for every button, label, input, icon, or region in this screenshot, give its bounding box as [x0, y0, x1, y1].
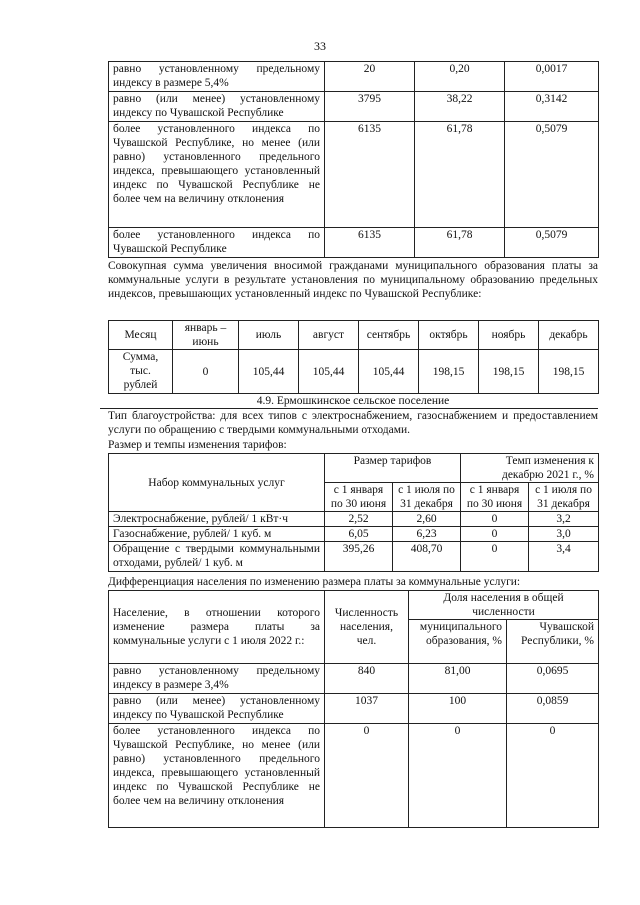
- cell-count: 20: [325, 62, 415, 92]
- population-table: [108, 590, 599, 828]
- month-header: Месяц: [109, 321, 173, 350]
- cell-count: 3795: [325, 92, 415, 122]
- row-label: более установленного индекса по Чувашской Республике, но менее (или равно) установленного предельного индекса, превышающего установленный индекс по Чувашской Республике не более чем на величину отклонения: [109, 122, 325, 228]
- page-number: 33: [314, 39, 326, 53]
- rate-jan: 0: [461, 542, 529, 572]
- months-row: [109, 321, 599, 350]
- cell-rep-share: 0,0017: [505, 62, 599, 92]
- header-rate-jan: с 1 января по 30 июня: [461, 483, 529, 512]
- tariff-jul: 408,70: [393, 542, 461, 572]
- cell-count: 840: [325, 664, 409, 694]
- row-label: более установленного индекса по Чувашской Республике, но менее (или равно) установленного предельного индекса, превышающего установленный индекс по Чувашской Республике не более чем на величину отклонения: [109, 724, 325, 828]
- header-share: Доля населения в общей численности: [409, 591, 599, 620]
- table-row: [109, 724, 599, 828]
- table-row: [109, 664, 599, 694]
- monthly-sum-table: [108, 320, 599, 394]
- rate-jan: 0: [461, 527, 529, 542]
- month-nov: ноябрь: [479, 321, 539, 350]
- rate-jul: 3,4: [529, 542, 599, 572]
- paragraph-amenities-type: Тип благоустройства: для всех типов с электроснабжением, газоснабжением и предоставлением услуги по обращению с твердыми коммунальными отходами.: [108, 410, 598, 436]
- header-change-rate: Темп изменения к декабрю 2021 г., %: [461, 454, 599, 483]
- header-row: [109, 454, 599, 483]
- header-size-jan: с 1 января по 30 июня: [325, 483, 393, 512]
- month-sep: сентябрь: [359, 321, 419, 350]
- header-row: [109, 591, 599, 620]
- row-label: равно установленному предельному индексу в размере 3,4%: [109, 664, 325, 694]
- cell-muni-share: 81,00: [409, 664, 507, 694]
- tariff-jul: 2,60: [393, 512, 461, 527]
- header-size-jul: с 1 июля по 31 декабря: [393, 483, 461, 512]
- header-services: Набор коммунальных услуг: [109, 454, 325, 512]
- sum-jan-jun: 0: [173, 350, 239, 394]
- row-label: равно (или менее) установленному индексу по Чувашской Республике: [109, 694, 325, 724]
- tariff-jan: 395,26: [325, 542, 393, 572]
- paragraph-differentiation: Дифференциация населения по изменению размера платы за коммунальные услуги:: [108, 576, 521, 588]
- population-table-prev: [108, 61, 599, 258]
- month-oct: октябрь: [419, 321, 479, 350]
- month-jan-jun: январь – июнь: [173, 321, 239, 350]
- tariffs-table: [108, 453, 599, 572]
- cell-muni-share: 100: [409, 694, 507, 724]
- rate-jan: 0: [461, 512, 529, 527]
- table-row: [109, 62, 599, 92]
- cell-muni-share: 0,20: [415, 62, 505, 92]
- paragraph-tariffs-intro: Размер и темпы изменения тарифов:: [108, 439, 287, 451]
- section-title: 4.9. Ермошкинское сельское поселение: [256, 395, 450, 407]
- cell-muni-share: 0: [409, 724, 507, 828]
- cell-count: 6135: [325, 228, 415, 258]
- header-tariff-size: Размер тарифов: [325, 454, 461, 483]
- table-row: [109, 122, 599, 228]
- service-name: Обращение с твердыми коммунальными отходами, рублей/ 1 куб. м: [109, 542, 325, 572]
- cell-muni-share: 61,78: [415, 122, 505, 228]
- month-dec: декабрь: [539, 321, 599, 350]
- cell-count: 6135: [325, 122, 415, 228]
- sum-sep: 105,44: [359, 350, 419, 394]
- sum-oct: 198,15: [419, 350, 479, 394]
- sum-dec: 198,15: [539, 350, 599, 394]
- month-aug: август: [299, 321, 359, 350]
- header-population: Население, в отношении которого изменение размера платы за коммунальные услуги с 1 июля 2022 г.:: [109, 591, 325, 664]
- cell-count: 1037: [325, 694, 409, 724]
- tariff-jul: 6,23: [393, 527, 461, 542]
- row-label: более установленного индекса по Чувашской Республике: [109, 228, 325, 258]
- cell-rep-share: 0,3142: [505, 92, 599, 122]
- cell-count: 0: [325, 724, 409, 828]
- cell-rep-share: 0,5079: [505, 122, 599, 228]
- cell-rep-share: 0,5079: [505, 228, 599, 258]
- cell-rep-share: 0,0859: [507, 694, 599, 724]
- cell-muni-share: 38,22: [415, 92, 505, 122]
- paragraph-total-increase: Совокупная сумма увеличения вносимой гражданами муниципального образования платы за коммунальные услуги в результате установления по муниципальному образованию предельных индексов, превышающих установленный индекс по Чувашской Республике:: [108, 260, 598, 300]
- header-count: Численность населения, чел.: [325, 591, 409, 664]
- cell-rep-share: 0,0695: [507, 664, 599, 694]
- month-jul: июль: [239, 321, 299, 350]
- header-muni-share: муниципального образования, %: [409, 620, 507, 664]
- sum-header: Сумма, тыс. рублей: [109, 350, 173, 394]
- row-label: равно установленному предельному индексу в размере 5,4%: [109, 62, 325, 92]
- sums-row: [109, 350, 599, 394]
- sum-nov: 198,15: [479, 350, 539, 394]
- table-row: [109, 92, 599, 122]
- cell-rep-share: 0: [507, 724, 599, 828]
- service-name: Газоснабжение, рублей/ 1 куб. м: [109, 527, 325, 542]
- sum-jul: 105,44: [239, 350, 299, 394]
- rate-jul: 3,0: [529, 527, 599, 542]
- table-row: [109, 228, 599, 258]
- table-row: [109, 694, 599, 724]
- table-row: [109, 542, 599, 572]
- tariff-jan: 2,52: [325, 512, 393, 527]
- header-rep-share: Чувашской Республики, %: [507, 620, 599, 664]
- service-name: Электроснабжение, рублей/ 1 кВт·ч: [109, 512, 325, 527]
- header-rate-jul: с 1 июля по 31 декабря: [529, 483, 599, 512]
- table-row: [109, 527, 599, 542]
- rate-jul: 3,2: [529, 512, 599, 527]
- row-label: равно (или менее) установленному индексу по Чувашской Республике: [109, 92, 325, 122]
- sum-aug: 105,44: [299, 350, 359, 394]
- table-row: [109, 512, 599, 527]
- tariff-jan: 6,05: [325, 527, 393, 542]
- cell-muni-share: 61,78: [415, 228, 505, 258]
